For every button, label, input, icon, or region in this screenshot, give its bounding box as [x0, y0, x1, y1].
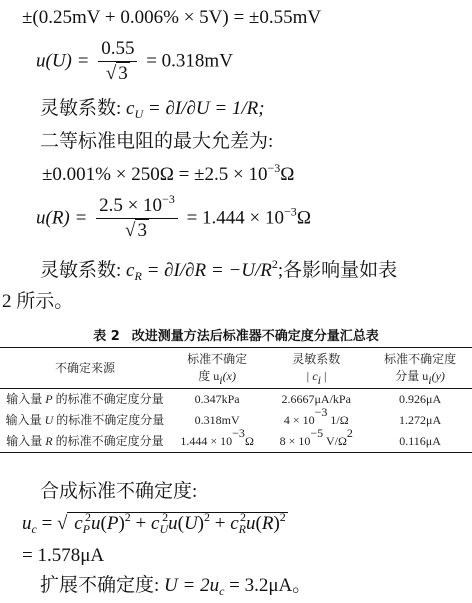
fraction-numerator: [96, 192, 178, 219]
expanded-result: = 3.2μA。: [229, 575, 312, 596]
header-sensitivity: [264, 348, 368, 389]
cell-variable: R: [45, 434, 53, 448]
expanded-expression: U = 2u: [164, 575, 220, 596]
unit: Ω: [280, 164, 295, 185]
cell-exponent: 2: [346, 426, 353, 440]
cell-component: 0.926μA: [399, 392, 442, 406]
equation-resistance-tolerance: [42, 163, 294, 187]
equation-lhs: u(R) =: [36, 207, 88, 229]
header-component: [368, 348, 472, 389]
section-text: 合成标准不确定度:: [40, 481, 198, 502]
cell-text: Ω: [244, 434, 254, 448]
cell-sensitivity: 2.6667μA/kPa: [281, 392, 351, 406]
sensitivity-tail: ;各影响量如表: [277, 260, 398, 281]
table-row: [0, 431, 472, 453]
cell-text: 输入量: [5, 413, 45, 427]
header-subscript: i: [219, 373, 223, 387]
cell-text: V/Ω: [323, 434, 347, 448]
paragraph-text: 2 所示。: [2, 291, 74, 312]
paragraph-max-error: [40, 130, 273, 154]
cell-exponent: −3: [314, 405, 328, 419]
cell-text: 的标准不确定度分量: [52, 392, 164, 406]
radicand: 3: [118, 63, 128, 84]
equation-text: ±(0.25mV + 0.006% × 5V) = ±0.55mV: [22, 7, 322, 28]
cell-std-uncertainty: [170, 426, 264, 453]
fraction-denominator: [96, 219, 178, 243]
cell-text: 1.444 × 10: [180, 434, 233, 448]
header-text: 分量 u: [395, 369, 429, 383]
cell-variable: P: [45, 392, 53, 406]
fraction: [96, 192, 178, 243]
header-text: |: [321, 369, 327, 383]
result-text: = 1.578μA: [22, 545, 105, 566]
cell-text: 8 × 10: [279, 434, 311, 448]
rhs-exponent: −3: [284, 204, 297, 219]
combined-result: [22, 544, 104, 568]
equation-text: ±0.001% × 250Ω = ±2.5 × 10: [42, 164, 268, 185]
exponent: −3: [267, 161, 281, 175]
sensitivity-coefficient-R: [40, 259, 397, 283]
sqrt-sign: √ 3: [125, 220, 147, 241]
equation-u-of-U: [36, 38, 233, 86]
cell-text: 输入量: [6, 392, 46, 406]
header-subscript: i: [317, 373, 321, 387]
expanded-subscript: c: [219, 584, 225, 598]
cell-variable: U: [44, 413, 54, 427]
header-source: [0, 348, 170, 389]
sensitivity-expression: = ∂I/∂U = 1/R;: [147, 98, 265, 119]
paragraph-table-ref: [2, 290, 73, 314]
cell-sensitivity: [264, 426, 368, 453]
equation-combined: $u_c$ = √ $c_P^2u(P)^2 + c_U^2u(U)^2 + c_R^2u(R)^2$: [22, 510, 286, 536]
combined-uncertainty-title: [40, 480, 197, 504]
sensitivity-subscript: U: [134, 107, 144, 121]
uncertainty-table: [0, 347, 472, 453]
header-text: 度 u: [198, 369, 220, 383]
header-text: 灵敏系数: [292, 352, 341, 366]
equation-lhs: u(U) =: [36, 50, 90, 72]
sensitivity-expression: = ∂I/∂R = −U/R: [146, 260, 272, 281]
header-text: 标准不确定度: [384, 352, 457, 366]
cell-text: 的标准不确定度分量: [53, 413, 165, 427]
fraction-denominator: [98, 62, 137, 86]
header-text: | c: [306, 369, 318, 383]
radicand: 3: [137, 220, 147, 241]
table-caption: [0, 325, 472, 344]
table-header-row: [0, 348, 472, 389]
cell-source: [0, 431, 170, 453]
cell-text: 的标准不确定度分量: [52, 434, 164, 448]
table-title: 改进测量方法后标准器不确定度分量汇总表: [131, 329, 379, 344]
cell-source: [0, 389, 170, 411]
table-number: 表 2: [93, 329, 120, 344]
cell-std-uncertainty: 0.347kPa: [194, 392, 240, 406]
cell-std-uncertainty: 0.318mV: [194, 413, 240, 427]
cell-source: [0, 410, 170, 431]
header-text: 不确定来源: [54, 360, 115, 375]
paragraph-text: 二等标准电阻的最大允差为:: [40, 131, 274, 152]
cell-component: 1.272μA: [399, 413, 442, 427]
header-text: (y): [431, 369, 445, 383]
sensitivity-subscript: R: [134, 269, 142, 283]
sensitivity-label: 灵敏系数:: [40, 98, 122, 119]
numerator-exponent: −3: [162, 192, 175, 206]
rhs-unit: Ω: [296, 207, 311, 229]
table-row: [0, 389, 472, 411]
header-subscript: i: [428, 373, 432, 387]
equation-rhs: = 1.444 × 10: [186, 207, 285, 229]
cell-text: 4 × 10: [283, 413, 315, 427]
cell-exponent: −3: [232, 426, 245, 440]
cell-exponent: −5: [310, 426, 324, 440]
header-text: (x): [222, 369, 236, 383]
sensitivity-symbol: c: [126, 98, 135, 119]
header-text: 标准不确定: [187, 352, 248, 366]
equation-u-of-R: [36, 192, 311, 243]
expanded-uncertainty: [40, 574, 311, 598]
header-std-uncertainty: [170, 348, 264, 389]
equation-rhs: = 0.318mV: [146, 50, 233, 72]
cell-text: 输入量: [6, 434, 46, 448]
exponent: 2: [271, 257, 278, 271]
cell-component: 0.116μA: [399, 434, 441, 448]
sensitivity-symbol: c: [126, 260, 135, 281]
numerator-text: 2.5 × 10: [99, 195, 163, 216]
fraction-numerator: 0.55: [98, 38, 137, 62]
sensitivity-label: 灵敏系数:: [40, 260, 122, 281]
sqrt-sign: √ 3: [105, 63, 128, 84]
cell-text: 1/Ω: [327, 413, 349, 427]
sensitivity-coefficient-U: [40, 97, 265, 121]
equation-voltage-tolerance: [22, 6, 321, 30]
fraction: [98, 38, 137, 86]
expanded-label: 扩展不确定度:: [40, 575, 160, 596]
